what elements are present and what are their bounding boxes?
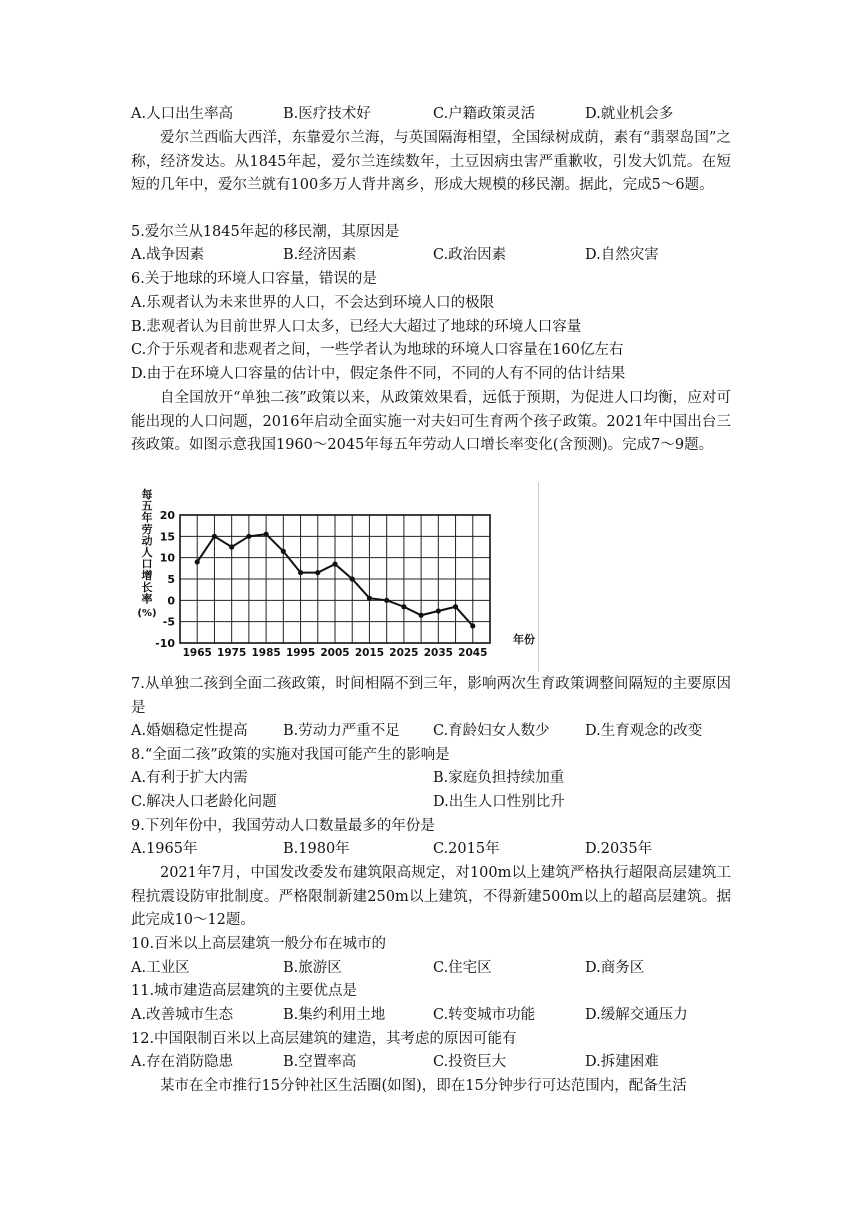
q9-option-b[interactable]: B.1980年 [283, 841, 350, 857]
q5-option-c[interactable]: C.政治因素 [433, 247, 507, 263]
chart-grid [180, 515, 490, 643]
series-point [315, 570, 320, 575]
q4-options [131, 103, 751, 125]
series-point [281, 549, 286, 554]
y-label-char: 动 [141, 534, 153, 548]
series-point [212, 534, 217, 539]
series-point [350, 576, 355, 581]
labor-growth-chart-svg [131, 482, 541, 672]
x-tick-label: 1975 [217, 647, 247, 659]
q9-options [131, 838, 751, 860]
q12-option-c[interactable]: C.投资巨大 [433, 1054, 507, 1070]
y-tick-label: 5 [167, 573, 175, 586]
y-tick-label: 15 [159, 530, 175, 544]
q6-stem: 6.关于地球的环境人口容量，错误的是 [131, 271, 377, 287]
q7-option-d[interactable]: D.生育观念的改变 [585, 723, 703, 739]
q7-option-b[interactable]: B.劳动力严重不足 [283, 723, 400, 739]
q8-option-a[interactable]: A.有利于扩大内需 [131, 770, 248, 786]
series-point [453, 604, 458, 609]
x-tick-label: 2035 [423, 647, 453, 659]
y-label-unit: (%) [137, 608, 157, 619]
q11-option-d[interactable]: D.缓解交通压力 [585, 1007, 688, 1023]
q9-option-a[interactable]: A.1965年 [131, 841, 198, 857]
x-tick-labels [183, 647, 488, 659]
x-tick-label: 2045 [458, 647, 488, 659]
q10-option-c[interactable]: C.住宅区 [433, 960, 492, 976]
q9-stem: 9.下列年份中，我国劳动人口数量最多的年份是 [131, 818, 435, 834]
series-point [401, 604, 406, 609]
q6-option-c[interactable]: C.介于乐观者和悲观者之间，一些学者认为地球的环境人口容量在160亿左右 [131, 342, 624, 358]
q5-option-d[interactable]: D.自然灾害 [585, 247, 659, 263]
figure-edge-line [538, 482, 539, 672]
q8-stem: 8.“全面二孩”政策的实施对我国可能产生的影响是 [131, 747, 450, 763]
series-point [264, 532, 269, 537]
q4-option-a[interactable]: A.人口出生率高 [131, 106, 234, 122]
q10-option-d[interactable]: D.商务区 [585, 960, 645, 976]
series-point [332, 561, 337, 566]
series-point [298, 570, 303, 575]
series-point [246, 534, 251, 539]
q4-option-b[interactable]: B.医疗技术好 [283, 106, 371, 122]
q10-option-a[interactable]: A.工业区 [131, 960, 190, 976]
q11-option-b[interactable]: B.集约利用土地 [283, 1007, 386, 1023]
q8-options-row1 [131, 767, 751, 789]
q12-option-d[interactable]: D.拆建困难 [585, 1054, 659, 1070]
y-label-char: 长 [141, 580, 153, 594]
series-point [195, 559, 200, 564]
series-point [436, 608, 441, 613]
x-tick-label: 2015 [354, 647, 385, 659]
x-tick-label: 2005 [320, 647, 350, 659]
y-tick-label: 0 [167, 594, 175, 608]
q8-options-row2 [131, 791, 751, 813]
y-label-char: 五 [141, 499, 153, 513]
q4-option-c[interactable]: C.户籍政策灵活 [433, 106, 536, 122]
q10-options [131, 957, 751, 979]
q5-options [131, 244, 751, 266]
q11-option-c[interactable]: C.转变城市功能 [433, 1007, 536, 1023]
y-tick-label: -5 [162, 615, 175, 629]
q8-option-d[interactable]: D.出生人口性别比升 [433, 794, 565, 810]
y-tick-labels [155, 509, 175, 650]
q7-option-c[interactable]: C.育龄妇女人数少 [433, 723, 550, 739]
y-label-char: 劳 [141, 522, 153, 536]
y-tick-label: -10 [155, 637, 175, 650]
series-point [229, 544, 234, 549]
q11-options [131, 1004, 751, 1026]
passage-china: 自全国放开“单独二孩”政策以来，从政策效果看，远低于预期，为促进人口均衡，应对可能出现的人口问题，2016年启动全面实施一对夫妇可生育两个孩子政策。2021年中国出台三孩政策。如图示意我国1960～2045年每五年劳动人口增长率变化(含预测)。完成7～9题。 [131, 390, 731, 454]
q8-option-b[interactable]: B.家庭负担持续加重 [433, 770, 565, 786]
labor-growth-chart [131, 482, 541, 672]
q5-stem: 5.爱尔兰从1845年起的移民潮，其原因是 [131, 224, 400, 240]
q9-option-c[interactable]: C.2015年 [433, 841, 500, 857]
q12-options [131, 1051, 751, 1073]
passage-ireland: 爱尔兰西临大西洋，东靠爱尔兰海，与英国隔海相望，全国绿树成荫，素有“翡翠岛国”之称，经济发达。从1845年起，爱尔兰连续数年，土豆因病虫害严重歉收，引发大饥荒。在短短的几年中，爱尔兰就有100多万人背井离乡，形成大规模的移民潮。据此，完成5～6题。 [131, 130, 731, 194]
q12-option-a[interactable]: A.存在消防隐患 [131, 1054, 234, 1070]
x-tick-label: 1995 [285, 647, 316, 659]
q5-option-a[interactable]: A.战争因素 [131, 247, 205, 263]
q9-option-d[interactable]: D.2035年 [585, 841, 653, 857]
q11-option-a[interactable]: A.改善城市生态 [131, 1007, 234, 1023]
y-tick-label: 20 [159, 509, 175, 522]
x-axis-label: 年份 [513, 633, 535, 646]
y-label-char: 增 [141, 569, 153, 583]
q12-option-b[interactable]: B.空置率高 [283, 1054, 357, 1070]
q10-stem: 10.百米以上高层建筑一般分布在城市的 [131, 936, 387, 952]
y-label-char: 人 [141, 546, 153, 559]
y-tick-label: 10 [159, 551, 175, 565]
q6-option-d[interactable]: D.由于在环境人口容量的估计中，假定条件不同，不同的人有不同的估计结果 [131, 366, 626, 382]
series-point [419, 613, 424, 618]
q10-option-b[interactable]: B.旅游区 [283, 960, 342, 976]
y-axis-label [137, 487, 156, 619]
q7-stem: 7.从单独二孩到全面二孩政策，时间相隔不到三年，影响两次生育政策调整间隔短的主要原因是 [131, 676, 731, 716]
x-tick-label: 1985 [251, 647, 281, 659]
passage-building: 2021年7月，中国发改委发布建筑限高规定，对100m以上建筑严格执行超限高层建筑工程抗震设防审批制度。严格限制新建250m以上建筑，不得新建500m以上的超高层建筑。据此完成10～12题。 [131, 865, 731, 929]
q12-stem: 12.中国限制百米以上高层建筑的建造，其考虑的原因可能有 [131, 1031, 517, 1047]
q7-option-a[interactable]: A.婚姻稳定性提高 [131, 723, 248, 739]
q6-option-a[interactable]: A.乐观者认为未来世界的人口，不会达到环境人口的极限 [131, 295, 495, 311]
q6-option-b[interactable]: B.悲观者认为目前世界人口太多，已经大大超过了地球的环境人口容量 [131, 319, 582, 335]
q4-option-d[interactable]: D.就业机会多 [585, 106, 674, 122]
series-point [470, 623, 475, 628]
q5-option-b[interactable]: B.经济因素 [283, 247, 357, 263]
x-tick-label: 1965 [182, 647, 212, 659]
y-label-char: 率 [141, 592, 153, 606]
y-label-char: 口 [141, 557, 153, 571]
q8-option-c[interactable]: C.解决人口老龄化问题 [131, 794, 277, 810]
y-label-char: 年 [141, 511, 153, 525]
q11-stem: 11.城市建造高层建筑的主要优点是 [131, 983, 358, 999]
q7-options [131, 720, 751, 742]
series-point [384, 598, 389, 603]
y-label-char: 每 [141, 488, 153, 501]
passage-city: 某市在全市推行15分钟社区生活圈(如图)，即在15分钟步行可达范围内，配备生活 [160, 1078, 687, 1094]
series-point [367, 596, 372, 601]
x-tick-label: 2025 [389, 647, 419, 659]
